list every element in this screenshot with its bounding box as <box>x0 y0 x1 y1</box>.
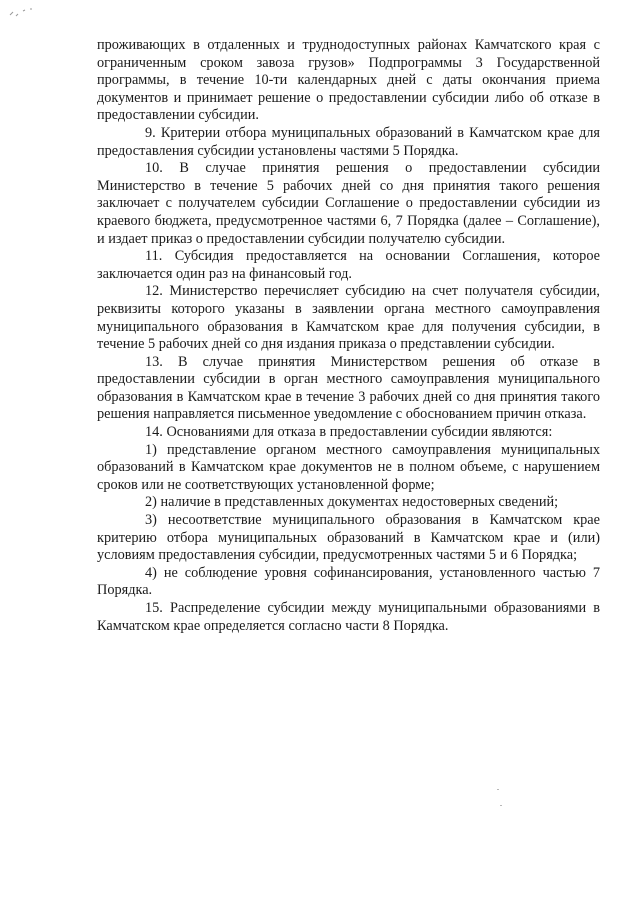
scan-dust-mark <box>500 805 502 806</box>
paragraph-continuation: проживающих в отдаленных и труднодоступных районах Камчатского края с ограниченным сроком завоза грузов» Подпрограммы 3 Государственной программы, в течение 10-ти календарных дней с даты окончания приема документов и принимает решение о предоставлении субсидии либо об отказе в предоставлении субсидии. <box>97 37 600 124</box>
list-item-14-1: 1) представление органом местного самоуправления муниципальных образований в Камчатском крае документов не в полном объеме, с нарушением сроков или не соответствующих установленной форме; <box>97 441 600 493</box>
list-item-14-3: 3) несоответствие муниципального образования в Камчатском крае критерию отбора муниципальных образований в Камчатском крае и (или) условиям предоставления субсидии, предусмотренных частями 5 и 6 Порядка; <box>97 512 600 564</box>
paragraph-item-11: 11. Субсидия предоставляется на основании Соглашения, которое заключается один раз на финансовый год. <box>97 248 600 282</box>
paragraph-item-14: 14. Основаниями для отказа в предоставлении субсидии являются: <box>145 424 553 441</box>
paragraph-item-9: 9. Критерии отбора муниципальных образований в Камчатском крае для предоставления субсидии установлены частями 5 Порядка. <box>97 124 600 159</box>
paragraph-item-10: 10. В случае принятия решения о предоставлении субсидии Министерство в течение 5 рабочих дней со дня принятия такого решения заключает с получателем субсидии Соглашение о предоставлении субсидии из краевого бюджета, предусмотренное частями 6, 7 Порядка (далее – Соглашение), и издает приказ о предоставлении субсидии получателю субсидии. <box>97 160 600 247</box>
scan-artifact-icon <box>8 6 48 20</box>
paragraph-item-13: 13. В случае принятия Министерством решения об отказе в предоставлении субсидии в орган местного самоуправления муниципального образования в Камчатском крае в течение 3 рабочих дней со дня принятия такого решения направляется письменное уведомление с обоснованием причин отказа. <box>97 353 600 423</box>
paragraph-item-15: 15. Распределение субсидии между муниципальными образованиями в Камчатском крае определяется согласно части 8 Порядка. <box>97 600 600 634</box>
document-body <box>97 37 600 635</box>
list-item-14-4: 4) не соблюдение уровня софинансирования, установленного частью 7 Порядка. <box>97 564 600 599</box>
scan-dust-mark <box>497 789 499 790</box>
paragraph-item-12: 12. Министерство перечисляет субсидию на счет получателя субсидии, реквизиты которого указаны в заявлении органа местного самоуправления муниципального образования в Камчатском крае для получения субсидии, в течение 5 рабочих дней со дня издания приказа о представлении субсидии. <box>97 283 600 353</box>
list-item-14-2: 2) наличие в представленных документах недостоверных сведений; <box>145 494 559 511</box>
